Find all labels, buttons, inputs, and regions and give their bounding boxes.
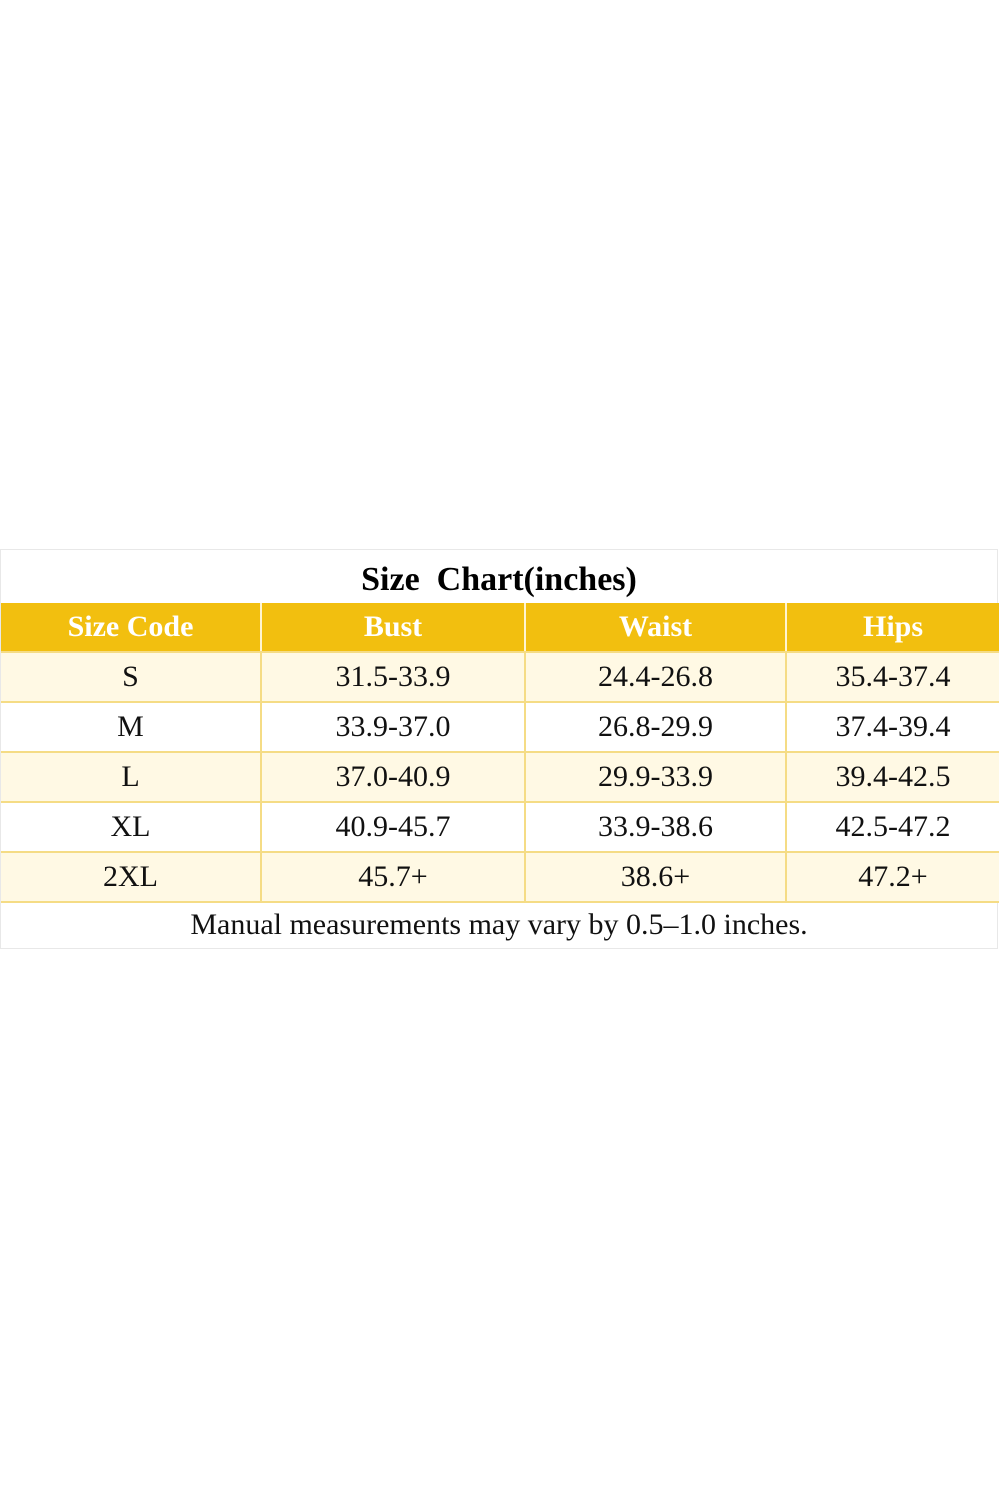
waist-cell: 38.6+ (525, 852, 786, 902)
size-code-cell: L (1, 752, 261, 802)
size-table (1, 603, 999, 903)
bust-cell: 37.0-40.9 (261, 752, 525, 802)
header-hips: Hips (786, 603, 999, 652)
waist-cell: 29.9-33.9 (525, 752, 786, 802)
size-code-cell: S (1, 652, 261, 702)
measurement-note: Manual measurements may vary by 0.5–1.0 inches. (190, 908, 808, 941)
table-row (1, 702, 999, 752)
hips-cell: 35.4-37.4 (786, 652, 999, 702)
header-size-code: Size Code (1, 603, 261, 652)
hips-cell: 39.4-42.5 (786, 752, 999, 802)
size-code-cell: 2XL (1, 852, 261, 902)
header-waist: Waist (525, 603, 786, 652)
hips-cell: 47.2+ (786, 852, 999, 902)
table-row (1, 852, 999, 902)
size-code-cell: M (1, 702, 261, 752)
table-row (1, 802, 999, 852)
table-row (1, 752, 999, 802)
size-chart (0, 549, 998, 949)
chart-title: Size Chart(inches) (361, 561, 637, 598)
table-row (1, 652, 999, 702)
waist-cell: 26.8-29.9 (525, 702, 786, 752)
waist-cell: 33.9-38.6 (525, 802, 786, 852)
hips-cell: 42.5-47.2 (786, 802, 999, 852)
bust-cell: 45.7+ (261, 852, 525, 902)
bust-cell: 40.9-45.7 (261, 802, 525, 852)
bust-cell: 31.5-33.9 (261, 652, 525, 702)
bust-cell: 33.9-37.0 (261, 702, 525, 752)
header-bust: Bust (261, 603, 525, 652)
waist-cell: 24.4-26.8 (525, 652, 786, 702)
header-row (1, 603, 999, 652)
hips-cell: 37.4-39.4 (786, 702, 999, 752)
size-code-cell: XL (1, 802, 261, 852)
